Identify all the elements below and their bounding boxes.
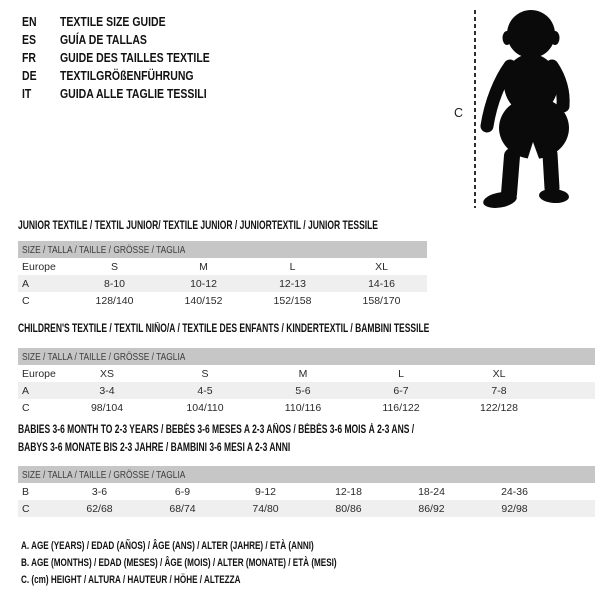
value-cell: 104/110 — [186, 401, 224, 414]
value-cell: 140/152 — [184, 294, 223, 307]
value-cell: 62/68 — [86, 502, 113, 515]
value-cell: 68/74 — [169, 502, 196, 515]
size-cell: XL — [375, 260, 388, 273]
value-cell: 152/158 — [273, 294, 312, 307]
language-code-text: DE — [22, 69, 37, 83]
table-row-height — [18, 500, 595, 517]
value-cell: 12-18 — [335, 485, 362, 498]
value-cell: 7-8 — [491, 384, 507, 397]
value-cell: 4-5 — [197, 384, 213, 397]
footnote-c-text: C. (cm) HEIGHT / ALTURA / HAUTEUR / HÖHE / ALTEZZA — [21, 574, 241, 586]
footnote-line-c — [21, 572, 448, 589]
row-label: A — [22, 277, 30, 290]
size-table-header-text: SIZE / TALLA / TAILLE / GRÖSSE / TAGLIA — [22, 243, 186, 256]
language-list — [22, 13, 238, 103]
babies-size-table — [18, 466, 595, 517]
value-cell: 98/104 — [90, 401, 124, 414]
value-cell: 158/170 — [362, 294, 401, 307]
value-cell: 6-9 — [174, 485, 191, 498]
size-cell: M — [298, 367, 308, 380]
value-cell: 74/80 — [252, 502, 279, 515]
language-row-it — [22, 85, 238, 103]
babies-heading-line2: BABYS 3-6 MONATE BIS 2-3 JAHRE / BAMBINI 3-6 MESI A 2-3 ANNI — [18, 442, 291, 454]
language-title: GUIDA ALLE TAGLIE TESSILI — [60, 87, 207, 101]
footnote-line-a — [21, 538, 448, 555]
value-cell: 110/116 — [284, 401, 322, 414]
value-cell: 8-10 — [103, 277, 125, 290]
value-cell: 122/128 — [480, 401, 518, 414]
size-cell: XS — [99, 367, 114, 380]
language-title: GUIDE DES TAILLES TEXTILE — [60, 51, 210, 65]
junior-heading-text: JUNIOR TEXTILE / TEXTIL JUNIOR/ TEXTILE JUNIOR / JUNIORTEXTIL / JUNIOR TESSILE — [18, 220, 378, 232]
value-cell: 128/140 — [95, 294, 134, 307]
footnote-b-text: B. AGE (MONTHS) / EDAD (MESES) / ÂGE (MOIS) / ALTER (MONATE) / ETÀ (MESI) — [21, 557, 337, 569]
babies-section-heading — [18, 421, 553, 457]
size-cell: XL — [492, 367, 506, 380]
language-title: GUÍA DE TALLAS — [60, 33, 147, 47]
language-code-text: ES — [22, 33, 37, 47]
row-label: C — [22, 294, 30, 307]
row-label: B — [22, 485, 30, 498]
value-cell: 10-12 — [190, 277, 217, 290]
language-row-es — [22, 31, 238, 49]
size-cell: S — [201, 367, 209, 380]
language-code-text: EN — [22, 15, 37, 29]
language-code — [22, 51, 60, 65]
language-code — [22, 87, 60, 101]
region-row — [18, 258, 427, 275]
size-cell: S — [110, 260, 118, 273]
table-row-age — [18, 382, 595, 399]
value-cell: 9-12 — [254, 485, 276, 498]
language-row-fr — [22, 49, 238, 67]
value-cell: 92/98 — [501, 502, 528, 515]
size-cell: L — [289, 260, 296, 273]
size-table-header-text: SIZE / TALLA / TAILLE / GRÖSSE / TAGLIA — [22, 468, 186, 481]
babies-heading-line1: BABIES 3-6 MONTH TO 2-3 YEARS / BEBÉS 3-6 MESES A 2-3 AÑOS / BÉBÉS 3-6 MOIS À 2-3 ANS / — [18, 424, 415, 436]
junior-size-table — [18, 241, 427, 309]
size-table-header-bar — [18, 348, 595, 365]
value-cell: 14-16 — [368, 277, 395, 290]
size-cell: M — [199, 260, 208, 273]
children-heading-text: CHILDREN'S TEXTILE / TEXTIL NIÑO/A / TEXTILE DES ENFANTS / KINDERTEXTIL / BAMBINI TESSILE — [18, 323, 430, 335]
language-code-text: IT — [22, 87, 32, 101]
size-table-header-text: SIZE / TALLA / TAILLE / GRÖSSE / TAGLIA — [22, 350, 186, 363]
region-label: Europe — [22, 367, 56, 380]
table-row-age-months — [18, 483, 595, 500]
value-cell: 86/92 — [418, 502, 445, 515]
footnote-legend — [21, 538, 448, 589]
language-row-en — [22, 13, 238, 31]
language-code — [22, 69, 60, 83]
language-title: TEXTILGRÖßENFÜHRUNG — [60, 69, 194, 83]
height-measure-label: C — [454, 106, 464, 120]
value-cell: 24-36 — [501, 485, 528, 498]
language-code — [22, 33, 60, 47]
value-cell: 18-24 — [418, 485, 445, 498]
height-measure-dashed-line — [474, 10, 476, 208]
language-code-text: FR — [22, 51, 37, 65]
table-row-height — [18, 292, 427, 309]
row-label: C — [22, 502, 30, 515]
value-cell: 3-6 — [91, 485, 108, 498]
value-cell: 80/86 — [335, 502, 362, 515]
value-cell: 6-7 — [393, 384, 409, 397]
table-row-height — [18, 399, 595, 416]
size-table-header-bar — [18, 241, 427, 258]
language-row-de — [22, 67, 238, 85]
table-row-age — [18, 275, 427, 292]
value-cell: 116/122 — [382, 401, 420, 414]
footnote-line-b — [21, 555, 448, 572]
row-label: A — [22, 384, 30, 397]
region-label: Europe — [22, 260, 56, 273]
value-cell: 3-4 — [99, 384, 115, 397]
value-cell: 12-13 — [279, 277, 306, 290]
value-cell: 5-6 — [295, 384, 311, 397]
junior-section-heading — [18, 217, 504, 235]
children-size-table — [18, 348, 595, 416]
footnote-a-text: A. AGE (YEARS) / EDAD (AÑOS) / ÂGE (ANS) / ALTER (JAHRE) / ETÀ (ANNI) — [21, 540, 314, 552]
row-label: C — [22, 401, 30, 414]
size-cell: L — [398, 367, 404, 380]
region-row — [18, 365, 595, 382]
toddler-silhouette-icon — [478, 6, 593, 208]
children-section-heading — [18, 320, 574, 338]
language-title: TEXTILE SIZE GUIDE — [60, 15, 166, 29]
language-code — [22, 15, 60, 29]
size-table-header-bar — [18, 466, 595, 483]
